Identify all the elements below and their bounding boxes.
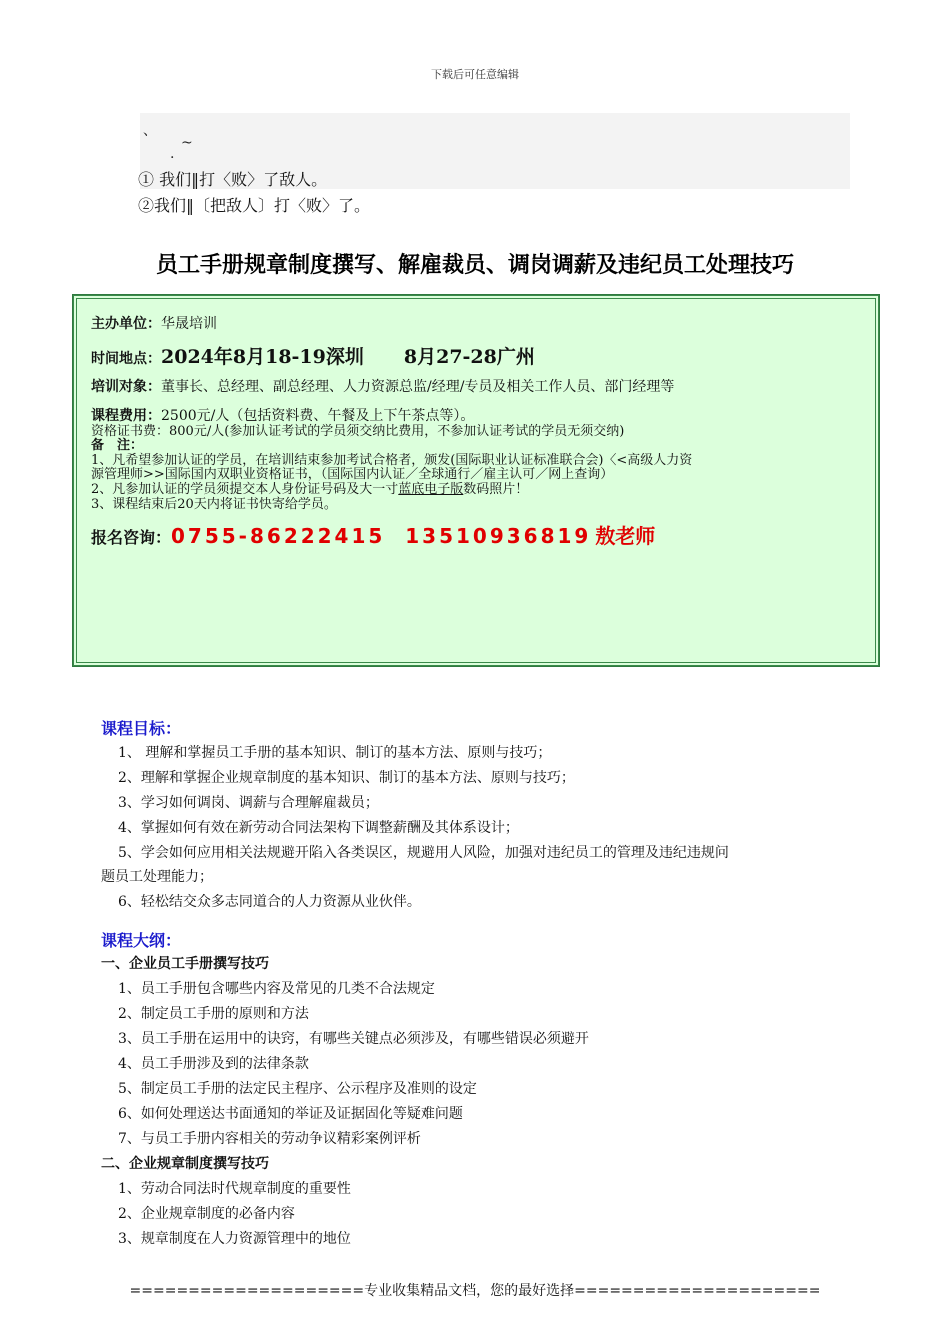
objective-item-6: 6、轻松结交众多志同道合的人力资源从业伙伴。 <box>118 894 421 910</box>
outline-part-1-item-3: 3、员工手册在运用中的诀窍，有哪些关键点必须涉及，有哪些错误必须避开 <box>118 1031 589 1047</box>
objective-item-5: 5、学会如何应用相关法规避开陷入各类误区，规避用人风险，加强对违纪员工的管理及违纪违规问 <box>118 845 729 861</box>
objective-item-2: 2、理解和掌握企业规章制度的基本知识、制订的基本方法、原则与技巧； <box>118 770 575 786</box>
outline-part-2-title: 二、企业规章制度撰写技巧 <box>101 1156 269 1172</box>
objective-item-1: 1、 理解和掌握员工手册的基本知识、制订的基本方法、原则与技巧； <box>118 745 552 761</box>
outline-part-2-item-1: 1、劳动合同法时代规章制度的重要性 <box>118 1181 351 1197</box>
remark-3: 3、课程结束后20天内将证书快寄给学员。 <box>91 497 337 512</box>
audience-label: 培训对象： <box>91 379 161 395</box>
fee-row <box>91 405 474 425</box>
remark-2 <box>91 483 528 497</box>
footer-note: ====================专业收集精品文档，您的最好选择===================== <box>129 1283 821 1299</box>
contact-phone: 0755-86222415 13510936819 <box>171 524 592 548</box>
comma-mark: 、 <box>143 123 157 139</box>
outline-part-1-title: 一、企业员工手册撰写技巧 <box>101 956 269 972</box>
outline-part-1-item-6: 6、如何处理送达书面通知的举证及证据固化等疑难问题 <box>118 1106 463 1122</box>
time-label: 时间地点： <box>91 351 161 367</box>
outline-part-2-item-3: 3、规章制度在人力资源管理中的地位 <box>118 1231 351 1247</box>
objectives-heading: 课程目标： <box>101 719 182 738</box>
remark-2-part-a: 2、凡参加认证的学员须提交本人身份证号码及大一寸 <box>91 482 399 497</box>
fee-value: 2500元/人（包括资料费、午餐及上下午茶点等）。 <box>161 408 475 424</box>
outline-part-1-item-1: 1、员工手册包含哪些内容及常见的几类不合法规定 <box>118 981 435 997</box>
cert-fee: 资格证书费：800元/人(参加认证考试的学员须交纳比费用，不参加认证考试的学员无须交纳) <box>91 424 625 439</box>
contact-row <box>91 520 655 549</box>
tilde-mark: ~ <box>181 135 193 151</box>
dot-mark: . <box>170 146 175 162</box>
objective-item-3: 3、学习如何调岗、调薪与合理解雇裁员； <box>118 795 379 811</box>
organizer-value: 华晟培训 <box>161 316 217 332</box>
objective-item-4: 4、掌握如何有效在新劳动合同法架构下调整薪酬及其体系设计； <box>118 820 519 836</box>
organizer-row <box>91 313 217 333</box>
remark-label: 备 注： <box>91 438 144 453</box>
example-sentence-2: ②我们‖〔把敌人〕打〈败〉了。 <box>138 196 371 215</box>
objective-item-5-continued: 题员工处理能力； <box>101 869 213 885</box>
time-shenzhen: 2024年8月18-19深圳 <box>161 346 364 368</box>
fee-label: 课程费用： <box>91 408 161 424</box>
audience-value: 董事长、总经理、副总经理、人力资源总监/经理/专员及相关工作人员、部门经理等 <box>161 379 675 395</box>
outline-part-1-item-4: 4、员工手册涉及到的法律条款 <box>118 1056 309 1072</box>
contact-label: 报名咨询： <box>91 528 172 547</box>
outline-part-1-item-5: 5、制定员工手册的法定民主程序、公示程序及准则的设定 <box>118 1081 477 1097</box>
remark-1-line-1: 1、凡希望参加认证的学员，在培训结束参加考试合格者，颁发(国际职业认证标准联合会)〈<高级人力资 <box>91 453 693 468</box>
remark-2-blue-background-link: 蓝底电子版 <box>398 482 464 497</box>
outline-heading: 课程大纲： <box>101 931 182 950</box>
example-sentence-1: ① 我们‖打〈败〉了敌人。 <box>138 170 328 189</box>
time-row <box>91 342 535 369</box>
outline-part-1-item-7: 7、与员工手册内容相关的劳动争议精彩案例评析 <box>118 1131 421 1147</box>
document-title: 员工手册规章制度撰写、解雇裁员、调岗调薪及违纪员工处理技巧 <box>155 253 794 278</box>
remark-1-line-2: 源管理师>>国际国内双职业资格证书，（国际国内认证／全球通行／雇主认可／网上查询） <box>91 467 614 482</box>
outline-part-2-item-2: 2、企业规章制度的必备内容 <box>118 1206 295 1222</box>
organizer-label: 主办单位： <box>91 316 161 332</box>
audience-row <box>91 376 674 396</box>
course-info-box <box>73 295 879 666</box>
contact-name: 敖老师 <box>595 524 656 548</box>
remark-2-part-c: 数码照片！ <box>463 482 529 497</box>
time-guangzhou: 8月27-28广州 <box>403 346 535 368</box>
outline-part-1-item-2: 2、制定员工手册的原则和方法 <box>118 1006 309 1022</box>
header-note: 下载后可任意编辑 <box>431 68 519 81</box>
